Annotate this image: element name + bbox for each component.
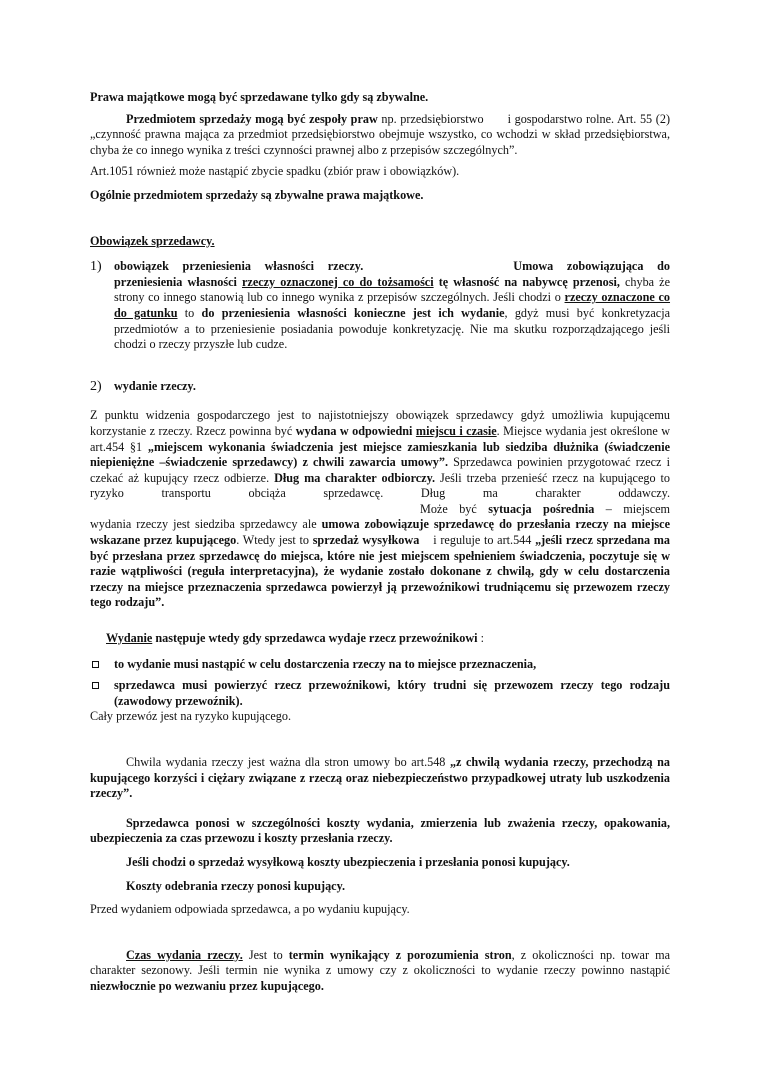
wyd-a5: „miejscem wykonania świadczenia jest miejsce zamieszkania lub siedziba dłużnika (świadczenie niepieniężne –świadczenie sprzedawcy) z chwili zawarcia umowy”. — [90, 439, 670, 470]
prz-b2: następuje wtedy gdy sprzedawca wydaje rzecz przewoźnikowi — [152, 631, 478, 646]
list-item-1 — [90, 259, 670, 353]
odebranie-paragraph: Koszty odebrania rzeczy ponosi kupujący. — [126, 878, 346, 893]
wydanie-paragraph — [90, 408, 670, 611]
chw-c2: „z chwilą wydania rzeczy, przechodzą na kupującego korzyści i ciężary związane z rzeczą oraz niebezpieczeństwo przypadkowej utraty lub uszkodzenia rzeczy”. — [90, 755, 670, 801]
odpowiedzialnosc-paragraph: Przed wydaniem odpowiada sprzedawca, a po wydaniu kupujący. — [90, 902, 410, 917]
intro-p1-b: i gospodarstwo rolne. Art. 55 (2) „czynność prawna mająca za przedmiot przedsiębiorstwo obejmuje wszystko, co wchodzi w skład przedsiębiorstwa, chyba że co innego wynika z treści czynności prawnej albo z przepisów szczególnych”. — [90, 111, 671, 157]
item1-t6: rzeczy oznaczone co do gatunku — [114, 290, 671, 320]
czas-d2: Jest to — [242, 947, 289, 962]
wyd-a12: umowa zobowiązuje sprzedawcę do przesłania rzeczy na miejsce wskazane przez kupującego — [90, 517, 670, 548]
wyd-a11: – miejscem wydania rzeczy jest siedziba sprzedawcy ale — [90, 501, 670, 532]
wyd-a15: i reguluje to art.544 — [433, 533, 536, 548]
czas-d4: , z okoliczności np. towar ma charakter sezonowy. Jeśli termin nie wynika z umowy czy z okoliczności to wydanie rzeczy powinno nastąpić — [90, 947, 670, 978]
wyd-a1: Z punktu widzenia gospodarczego jest to najistotniejszy obowiązek sprzedawcy gdyż umożliwia kupującemu korzystanie z rzeczy. Rzecz powinna być — [90, 408, 670, 438]
section-title: Obowiązek sprzedawcy. — [90, 233, 215, 248]
prz-b3: : — [477, 631, 485, 646]
wyd-a16: „jeśli rzecz sprzedana ma być przesłana przez sprzedawcę do miejsca, które nie jest miejscem spełnieniem świadczenia, poczytuje się w razie wątpliwości (reguła interpretacyjna), że wydanie zostało dokonane z chwilą, gdy w celu dostarczenia rzeczy na miejsce przeznaczenia sprzedawca powierzył ją przewoźnikowi trudniącemu się przewozem rzeczy tego rodzaju”. — [90, 533, 671, 610]
wyd-a9: Może być — [420, 501, 489, 516]
intro-heading: Prawa majątkowe mogą być sprzedawane tylko gdy są zbywalne. — [90, 90, 429, 104]
czas-d3: termin wynikający z porozumienia stron — [288, 947, 512, 962]
item1-t8: do przeniesienia własności konieczne jest ich wydanie — [201, 305, 505, 320]
item1-t2: Umowa zobowiązująca do przeniesienia własności — [114, 259, 670, 289]
item2-t1: wydanie rzeczy. — [114, 378, 196, 393]
wyd-a2: wydana w odpowiedni — [295, 423, 416, 438]
prz-b1: Wydanie — [106, 631, 153, 646]
intro-paragraph-2: Art.1051 również może nastąpić zbycie spadku (zbiór praw i obowiązków). — [90, 164, 460, 179]
intro-paragraph-1 — [90, 112, 670, 159]
item1-t3: rzeczy oznaczonej co do tożsamości — [242, 274, 434, 289]
list-item-2 — [90, 379, 670, 395]
wyd-a6: Sprzedawca powinien przygotować rzecz i czekać aż kupujący rzecz odbierze. — [90, 455, 671, 485]
przewoznik-paragraph — [90, 631, 670, 647]
bullet-item-2 — [90, 678, 670, 709]
bullet-item-1 — [90, 657, 670, 673]
bullet-2-text: sprzedawca musi powierzyć rzecz przewoźnikowi, który trudni się przewozem rzeczy tego rodzaju (zawodowy przewoźnik). — [114, 678, 670, 708]
list-item-1-number: 1) — [90, 259, 102, 275]
bullet-1-text: to wydanie musi nastąpić w celu dostarczenia rzeczy na to miejsce przeznaczenia, — [114, 656, 537, 671]
item1-t1: obowiązek przeniesienia własności rzeczy. — [114, 259, 364, 274]
koszty-paragraph: Sprzedawca ponosi w szczególności koszty wydania, zmierzenia lub zważenia rzeczy, opakowania, ubezpieczenia za czas przewozu i koszty przesłania rzeczy. — [90, 815, 670, 846]
item1-t7: to — [177, 305, 202, 320]
bullet-square-icon — [92, 661, 99, 668]
wyd-a8: Jeśli trzeba przenieść rzecz na kupującego to ryzyko transportu obciąża sprzedawcę. Dług ma charakter oddawczy. — [90, 470, 670, 501]
wyd-a3: miejscu i czasie — [415, 423, 497, 438]
wyd-a13: . Wtedy jest to — [236, 533, 313, 548]
wyd-a4: . Miejsce wydania jest określone w art.454 §1 — [90, 423, 671, 454]
wyd-a10: sytuacja pośrednia — [488, 501, 595, 516]
czas-paragraph — [90, 948, 670, 995]
wysylkowa-paragraph: Jeśli chodzi o sprzedaż wysyłkową koszty ubezpieczenia i przesłania ponosi kupujący. — [126, 854, 570, 869]
czas-d1: Czas wydania rzeczy. — [126, 947, 243, 962]
bullet-square-icon — [92, 682, 99, 689]
intro-p1-bold: Przedmiotem sprzedaży mogą być zespoły praw — [126, 111, 378, 126]
document-page — [90, 90, 670, 995]
czas-d5: niezwłocznie po wezwaniu przez kupującego. — [90, 978, 324, 993]
chwila-paragraph — [90, 755, 670, 802]
item1-t4: tę własność na nabywcę przenosi, — [433, 274, 620, 289]
chw-c1: Chwila wydania rzeczy jest ważna dla stron umowy bo art.548 — [126, 755, 450, 769]
item1-t5: chyba że strony co innego stanowią lub co innego wynika z przepisów szczególnych. Jeśli chodzi o — [114, 274, 670, 305]
item1-t9: , gdyż musi być konkretyzacja przedmiotów a to przeniesienie posiadania powoduje konkretyzację. Nie ma skutku rozporządzającego jeśli chodzi o rzeczy przyszłe lub cudze. — [114, 305, 670, 352]
wyd-a7: Dług ma charakter odbiorczy. — [274, 470, 436, 485]
przewoz-ryzyko: Cały przewóz jest na ryzyko kupującego. — [90, 709, 292, 724]
intro-paragraph-3: Ogólnie przedmiotem sprzedaży są zbywalne prawa majątkowe. — [90, 187, 424, 202]
wyd-a14: sprzedaż wysyłkowa — [312, 533, 420, 548]
list-item-2-number: 2) — [90, 378, 102, 394]
intro-p1-a: np. przedsiębiorstwo — [377, 111, 484, 126]
